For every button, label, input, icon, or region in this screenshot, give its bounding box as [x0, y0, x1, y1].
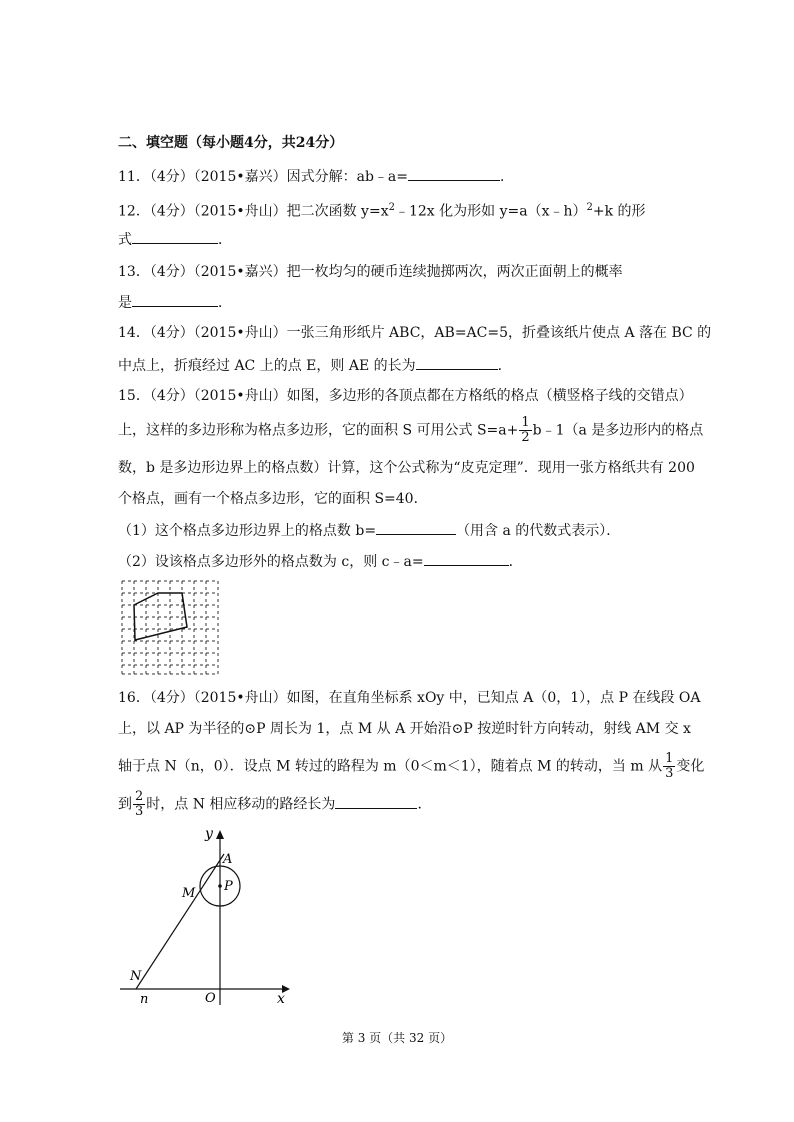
coordinate-figure: [110, 820, 310, 1010]
question-15-line1: 15．（4分）（2015•舟山）如图，多边形的各顶点都在方格纸的格点（横竖格子线的交错点）: [118, 388, 693, 404]
question-16-line1: 16．（4分）（2015•舟山）如图，在直角坐标系 xOy 中，已知点 A（0，1），点 P 在线段 OA: [118, 690, 701, 706]
question-12-line1: 12．（4分）（2015•舟山）把二次函数 $y=x^2﹣12x$ 化为形如 y=a（x﹣h）$^2$+k 的形: [118, 202, 646, 220]
question-14-line1: 14．（4分）（2015•舟山）一张三角形纸片 ABC，AB=AC=5，折叠该纸片使点 A 落在 BC 的: [118, 325, 712, 341]
answer-blank-11[interactable]: [408, 166, 500, 181]
question-14-line2: 中点上，折痕经过 AC 上的点 E，则 AE 的长为 ．: [118, 355, 512, 376]
question-16-line4: 到 $\frac{2}{3}$ 时，点 N 相应移动的路经长为 ．: [118, 789, 432, 819]
y-axis-arrow: [216, 830, 224, 839]
point-p-dot: [218, 884, 222, 888]
label-x: x: [277, 991, 285, 1007]
label-n-value: n: [140, 992, 149, 1007]
label-a: A: [223, 852, 233, 867]
ray-am: [136, 854, 224, 989]
question-15-line4: 个格点，画有一个格点多边形，它的面积 S=40．: [118, 491, 428, 507]
label-p: P: [224, 879, 233, 894]
answer-blank-16[interactable]: [335, 794, 417, 809]
label-o: O: [205, 991, 216, 1006]
grid-polygon-figure: [121, 580, 221, 676]
answer-blank-15-2[interactable]: [424, 551, 509, 566]
answer-blank-15-1[interactable]: [376, 520, 456, 535]
label-y: y: [205, 826, 213, 842]
label-n-point: N: [130, 969, 142, 984]
answer-blank-12[interactable]: [132, 229, 218, 244]
question-16-line3: 轴于点 N（n，0）．设点 M 转过的路程为 m（0＜m＜1），随着点 M 的转动，当 m 从 $\frac{1}{3}$ 变化: [118, 751, 705, 781]
question-11: 11．（4分）（2015•嘉兴）因式分解：ab﹣a= ．: [118, 166, 514, 187]
question-13-line1: 13．（4分）（2015•嘉兴）把一枚均匀的硬币连续抛掷两次，两次正面朝上的概率: [118, 264, 623, 280]
question-15-sub2: （2）设该格点多边形外的格点数为 c，则 c﹣a= ．: [118, 551, 523, 572]
question-15-line3: 数，b 是多边形边界上的格点数）计算，这个公式称为“皮克定理”．现用一张方格纸共有 200: [118, 460, 695, 476]
question-15-sub1: （1）这个格点多边形边界上的格点数 b= （用含 a 的代数式表示）．: [118, 520, 620, 541]
fraction-two-thirds: $\frac{2}{3}$: [135, 789, 144, 819]
question-12-line2: 式 ．: [118, 229, 232, 250]
answer-blank-14[interactable]: [416, 355, 498, 370]
question-16-line2: 上，以 AP 为半径的⊙P 周长为 1，点 M 从 A 开始沿⊙P 按逆时针方向转动，射线 AM 交 x: [118, 721, 691, 737]
fraction-one-half: $\frac{1}{2}$: [521, 415, 530, 445]
fraction-one-third: $\frac{1}{3}$: [665, 751, 674, 781]
answer-blank-13[interactable]: [132, 292, 218, 307]
question-15-line2: 上，这样的多边形称为格点多边形，它的面积 S 可用公式 S=a+ $\frac{1}{2}$ b﹣1（a 是多边形内的格点: [118, 415, 704, 445]
question-13-line2: 是 ．: [118, 292, 232, 313]
page-footer: 第 3 页（共 32 页）: [341, 1031, 453, 1045]
section-title: 二、填空题（每小题4分，共24分）: [118, 135, 344, 151]
label-m: M: [182, 886, 196, 901]
